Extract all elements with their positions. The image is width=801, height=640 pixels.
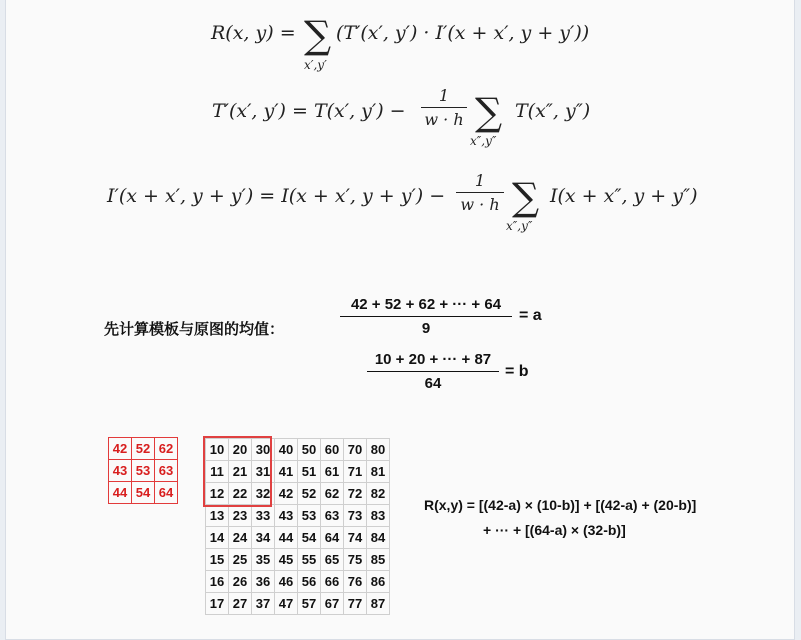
image-cell: 53 [298, 505, 321, 527]
template-cell: 64 [155, 482, 178, 504]
image-cell: 35 [252, 549, 275, 571]
image-cell: 82 [367, 483, 390, 505]
image-cell: 20 [229, 439, 252, 461]
image-cell: 37 [252, 593, 275, 615]
eq2-den: w · h [424, 110, 464, 129]
image-cell: 75 [344, 549, 367, 571]
eq2-num: 1 [438, 86, 450, 105]
eq3-fraction [456, 171, 504, 214]
image-cell: 41 [275, 461, 298, 483]
image-row [206, 571, 390, 593]
image-cell: 42 [275, 483, 298, 505]
image-cell: 66 [321, 571, 344, 593]
image-cell: 87 [367, 593, 390, 615]
fraction-b-result: = b [505, 363, 529, 380]
image-cell: 44 [275, 527, 298, 549]
fraction-a-result: = a [519, 307, 542, 324]
image-row [206, 527, 390, 549]
eq3-sum-subscript: x″,y″ [506, 219, 533, 233]
eq2-frac-bar [421, 107, 467, 108]
image-cell: 80 [367, 439, 390, 461]
image-cell: 71 [344, 461, 367, 483]
image-cell: 74 [344, 527, 367, 549]
image-cell: 62 [321, 483, 344, 505]
image-grid [205, 438, 390, 615]
image-row [206, 461, 390, 483]
image-cell: 46 [275, 571, 298, 593]
image-cell: 77 [344, 593, 367, 615]
image-row [206, 593, 390, 615]
eq3-rhs [550, 185, 698, 207]
equation-t-prime [212, 100, 406, 122]
image-cell: 54 [298, 527, 321, 549]
image-cell: 47 [275, 593, 298, 615]
image-cell: 15 [206, 549, 229, 571]
eq3-num: 1 [474, 171, 486, 190]
image-cell: 14 [206, 527, 229, 549]
image-cell: 17 [206, 593, 229, 615]
rxy-line1: R(x,y) = [(42-a) × (10-b)] + [(42-a) + (20-b)] [424, 497, 697, 513]
eq3-den: w · h [460, 195, 500, 214]
template-cell: 44 [109, 482, 132, 504]
image-cell: 65 [321, 549, 344, 571]
image-cell: 72 [344, 483, 367, 505]
image-cell: 27 [229, 593, 252, 615]
mean-label: 先计算模板与原图的均值： [104, 321, 285, 338]
image-cell: 30 [252, 439, 275, 461]
eq2-sum-symbol: ∑ [475, 90, 503, 134]
image-cell: 57 [298, 593, 321, 615]
template-grid [108, 437, 178, 504]
fraction-a-bar [340, 316, 512, 317]
image-cell: 61 [321, 461, 344, 483]
image-cell: 52 [298, 483, 321, 505]
image-cell: 86 [367, 571, 390, 593]
eq3-lhs: I′(x + x′, y + y′) = I(x + x′, y + y′) − [107, 185, 446, 207]
eq1-rhs [336, 22, 589, 44]
image-cell: 55 [298, 549, 321, 571]
image-cell: 51 [298, 461, 321, 483]
template-cell: 42 [109, 438, 132, 460]
eq1-lhs: R(x, y) = [211, 22, 296, 44]
image-cell: 10 [206, 439, 229, 461]
image-cell: 21 [229, 461, 252, 483]
eq1-sum-subscript: x′,y′ [304, 58, 327, 72]
image-cell: 32 [252, 483, 275, 505]
fraction-b-bar [367, 371, 499, 372]
fraction-b-num: 10 + 20 + ··· + 87 [374, 351, 492, 368]
image-cell: 60 [321, 439, 344, 461]
image-cell: 13 [206, 505, 229, 527]
fraction-a [340, 296, 512, 337]
image-cell: 31 [252, 461, 275, 483]
template-cell: 53 [132, 460, 155, 482]
image-cell: 26 [229, 571, 252, 593]
template-cell: 43 [109, 460, 132, 482]
image-row [206, 483, 390, 505]
image-cell: 85 [367, 549, 390, 571]
template-row [109, 438, 178, 460]
image-cell: 64 [321, 527, 344, 549]
image-cell: 43 [275, 505, 298, 527]
image-row [206, 549, 390, 571]
fraction-a-num: 42 + 52 + 62 + ··· + 64 [350, 296, 502, 313]
image-cell: 76 [344, 571, 367, 593]
image-cell: 12 [206, 483, 229, 505]
rxy-line2: + ··· + [(64-a) × (32-b)] [483, 522, 626, 538]
equation-r [211, 22, 296, 44]
equation-i-prime [107, 185, 445, 207]
image-cell: 67 [321, 593, 344, 615]
image-cell: 40 [275, 439, 298, 461]
image-cell: 36 [252, 571, 275, 593]
eq3-sum-symbol: ∑ [512, 175, 540, 219]
eq1-rhs-text: (T′(x′, y′) · I′(x + x′, y + y′)) [336, 22, 590, 44]
eq2-lhs: T′(x′, y′) = T(x′, y′) − [212, 100, 406, 122]
eq2-rhs-text: T(x″, y″) [515, 100, 591, 122]
image-row [206, 505, 390, 527]
eq2-rhs [515, 100, 590, 122]
fraction-a-den: 9 [421, 320, 431, 337]
template-cell: 52 [132, 438, 155, 460]
image-cell: 24 [229, 527, 252, 549]
image-cell: 22 [229, 483, 252, 505]
template-row [109, 482, 178, 504]
eq3-rhs-text: I(x + x″, y + y″) [550, 185, 698, 207]
fraction-b-den: 64 [424, 375, 442, 392]
template-row [109, 460, 178, 482]
image-cell: 84 [367, 527, 390, 549]
image-cell: 25 [229, 549, 252, 571]
image-cell: 33 [252, 505, 275, 527]
image-cell: 70 [344, 439, 367, 461]
image-cell: 83 [367, 505, 390, 527]
fraction-b [367, 351, 499, 392]
image-cell: 23 [229, 505, 252, 527]
image-cell: 50 [298, 439, 321, 461]
image-cell: 16 [206, 571, 229, 593]
image-cell: 45 [275, 549, 298, 571]
eq2-sum-subscript: x″,y″ [470, 134, 497, 148]
eq1-sum-symbol: ∑ [304, 13, 332, 57]
image-cell: 56 [298, 571, 321, 593]
image-cell: 81 [367, 461, 390, 483]
template-cell: 54 [132, 482, 155, 504]
image-cell: 63 [321, 505, 344, 527]
eq3-frac-bar [456, 192, 504, 193]
image-row [206, 439, 390, 461]
template-cell: 62 [155, 438, 178, 460]
template-cell: 63 [155, 460, 178, 482]
eq2-fraction [421, 86, 467, 129]
image-cell: 11 [206, 461, 229, 483]
image-cell: 73 [344, 505, 367, 527]
image-cell: 34 [252, 527, 275, 549]
